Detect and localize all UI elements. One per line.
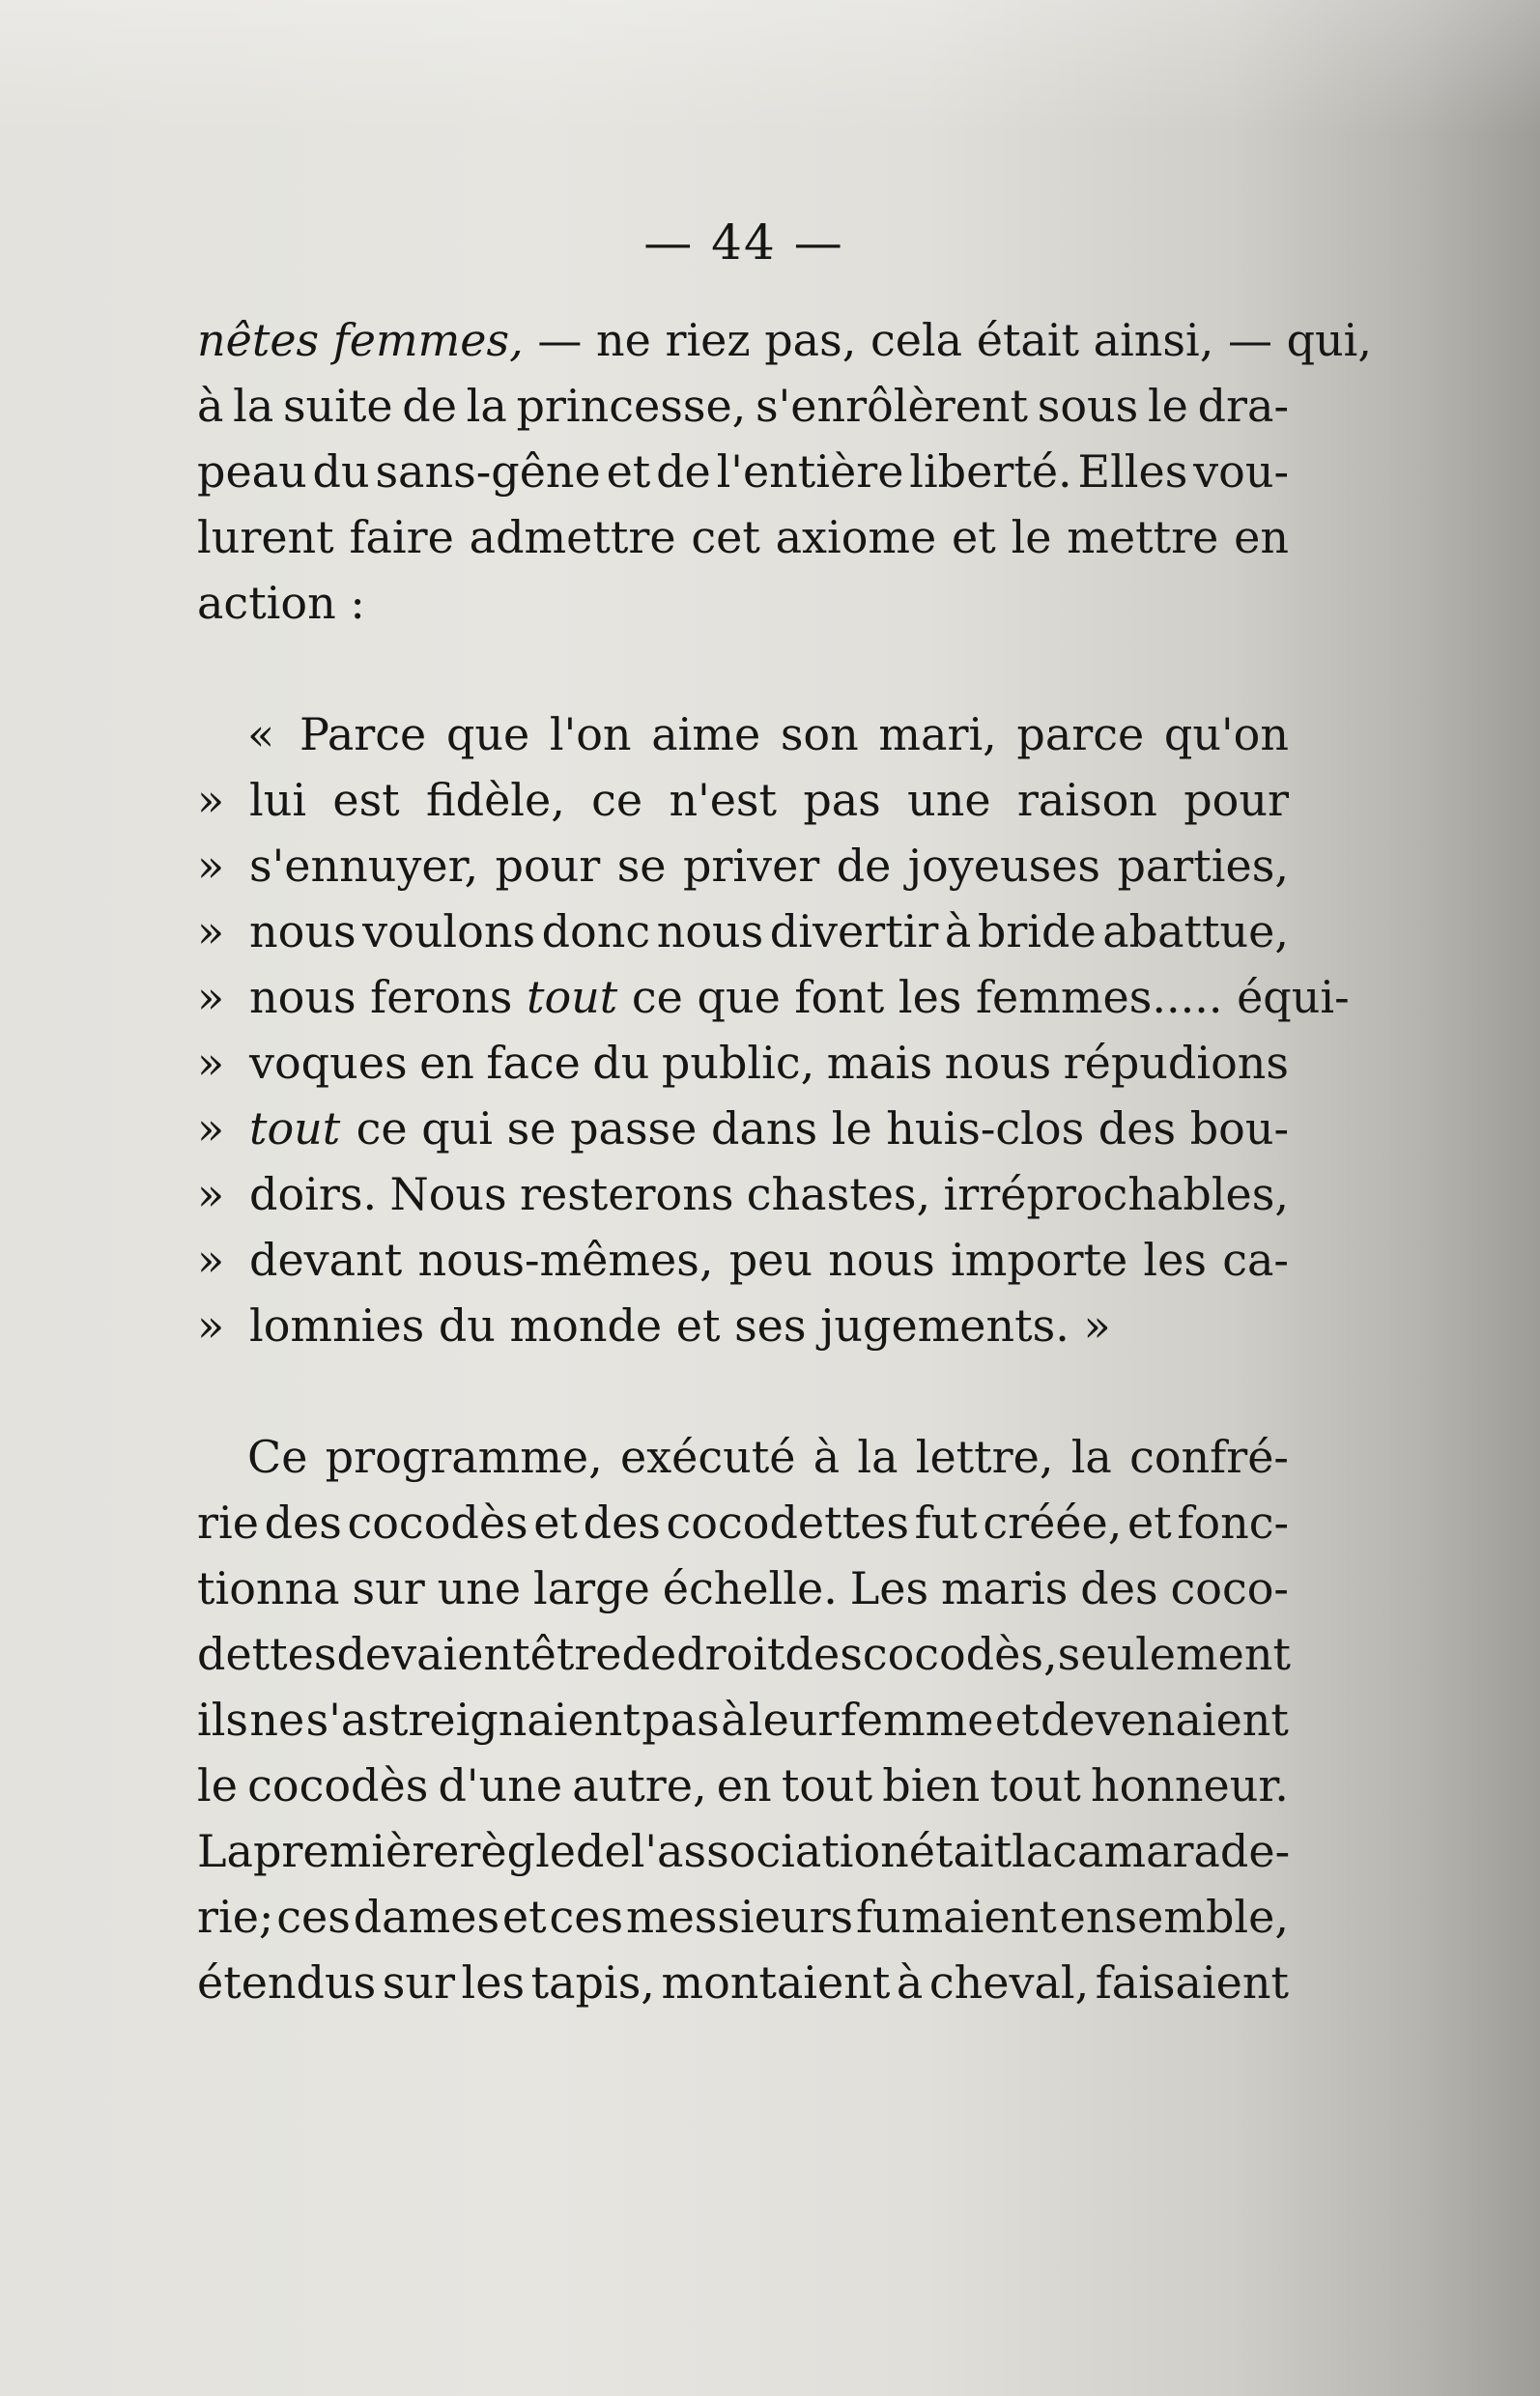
word: du bbox=[592, 1037, 650, 1089]
word: en bbox=[716, 1759, 772, 1811]
word: est bbox=[332, 774, 400, 826]
quote-text bbox=[249, 1161, 1289, 1227]
text-line bbox=[197, 1621, 1289, 1687]
quote-text bbox=[249, 1227, 1289, 1293]
quote-text bbox=[249, 767, 1289, 833]
word: tout bbox=[781, 1759, 873, 1811]
word: exécuté bbox=[619, 1431, 796, 1483]
word: fidèle, bbox=[425, 774, 565, 826]
word: rie bbox=[197, 1497, 259, 1549]
word: fumaient bbox=[856, 1891, 1057, 1943]
word: chastes, bbox=[746, 1168, 931, 1220]
word: se bbox=[616, 840, 667, 892]
quote-text bbox=[299, 701, 1289, 767]
word: le bbox=[1147, 380, 1188, 432]
word: s'ennuyer, bbox=[249, 840, 479, 892]
word: de bbox=[576, 1825, 631, 1877]
word: ils bbox=[197, 1694, 249, 1746]
word: peu bbox=[728, 1234, 813, 1286]
word: femme bbox=[840, 1694, 994, 1746]
word: dettes bbox=[197, 1628, 337, 1680]
word: pour bbox=[495, 840, 601, 892]
word: Nous bbox=[389, 1168, 507, 1220]
line-text bbox=[197, 1753, 1289, 1818]
word: cet bbox=[691, 511, 760, 563]
text-line bbox=[197, 1818, 1289, 1884]
word: et bbox=[501, 1891, 547, 1943]
word: sous bbox=[1037, 380, 1139, 432]
text-line bbox=[197, 1687, 1289, 1753]
word: face bbox=[486, 1037, 581, 1089]
word: voulons bbox=[362, 905, 536, 957]
word: montaient bbox=[661, 1956, 891, 2009]
word: s'enrôlèrent bbox=[756, 380, 1029, 432]
quote-mark: » bbox=[197, 774, 225, 826]
word: et bbox=[1127, 1497, 1172, 1549]
line-text bbox=[197, 1490, 1289, 1555]
quote-line bbox=[197, 1227, 1289, 1293]
word: divertir bbox=[769, 905, 939, 957]
word: programme, bbox=[325, 1431, 603, 1483]
word: La bbox=[197, 1825, 253, 1877]
quote-line bbox=[197, 767, 1289, 833]
line-text: nêtes femmes, — ne riez pas, cela était ainsi, — qui, bbox=[197, 314, 1373, 366]
word: la bbox=[857, 1431, 898, 1483]
quote-mark: » bbox=[197, 1299, 225, 1352]
word: en bbox=[1234, 511, 1289, 563]
quote-text bbox=[249, 1030, 1289, 1096]
word: à bbox=[813, 1431, 841, 1483]
word: les bbox=[1143, 1234, 1207, 1286]
quote-mark: » bbox=[197, 905, 225, 957]
word: règle bbox=[459, 1825, 577, 1877]
word: nous bbox=[249, 905, 356, 957]
word: une bbox=[907, 774, 991, 826]
word: des bbox=[583, 1497, 661, 1549]
quote-mark: « bbox=[247, 708, 275, 760]
word: la bbox=[1070, 1431, 1112, 1483]
line-text bbox=[197, 439, 1289, 504]
word: nous bbox=[656, 905, 764, 957]
word: aime bbox=[651, 708, 761, 760]
word: voques bbox=[249, 1037, 408, 1089]
line-text bbox=[197, 1818, 1289, 1884]
word: l'association bbox=[630, 1825, 909, 1877]
word: à bbox=[944, 905, 972, 957]
word: tout bbox=[989, 1759, 1081, 1811]
word: échelle. bbox=[662, 1562, 838, 1614]
word: la bbox=[1012, 1825, 1053, 1877]
word: créée, bbox=[983, 1497, 1123, 1549]
word: qu'on bbox=[1163, 708, 1289, 760]
word: large bbox=[533, 1562, 650, 1614]
word: l'on bbox=[549, 708, 632, 760]
word: de bbox=[836, 840, 892, 892]
word: raison bbox=[1016, 774, 1157, 826]
word: première bbox=[252, 1825, 460, 1877]
word: sans-gêne bbox=[375, 445, 601, 498]
quote-line bbox=[197, 1161, 1289, 1227]
word: peau bbox=[197, 445, 307, 498]
line-text bbox=[197, 1687, 1289, 1753]
word: les bbox=[461, 1956, 526, 2009]
word: n'est bbox=[669, 774, 778, 826]
word: étendus bbox=[197, 1956, 377, 2009]
word: à bbox=[896, 1956, 924, 2009]
word: fut bbox=[914, 1497, 978, 1549]
word: admettre bbox=[469, 511, 676, 563]
word: cheval, bbox=[928, 1956, 1090, 2009]
word: parce bbox=[1016, 708, 1145, 760]
quote-text-italic-tout: nous ferons tout ce que font les femmes..... équi- bbox=[249, 971, 1350, 1023]
word: confré- bbox=[1129, 1431, 1289, 1483]
word: ce bbox=[591, 774, 643, 826]
word: autre, bbox=[572, 1759, 707, 1811]
text-line bbox=[197, 373, 1289, 439]
quote-mark: » bbox=[197, 1037, 225, 1089]
word: fonc- bbox=[1177, 1497, 1289, 1549]
word: seulement bbox=[1057, 1628, 1291, 1680]
quote-mark: » bbox=[197, 1234, 225, 1286]
word: mais bbox=[826, 1037, 933, 1089]
word: son bbox=[780, 708, 859, 760]
word: et bbox=[533, 1497, 579, 1549]
word: était bbox=[908, 1825, 1012, 1877]
quote-mark: » bbox=[197, 1102, 225, 1155]
word: resterons bbox=[519, 1168, 734, 1220]
word: cocodès, bbox=[862, 1628, 1058, 1680]
text-line bbox=[197, 439, 1289, 504]
quote-line bbox=[197, 701, 1289, 767]
word: que bbox=[445, 708, 530, 760]
word: à bbox=[721, 1694, 748, 1746]
word: une bbox=[437, 1562, 522, 1614]
word: donc bbox=[541, 905, 651, 957]
word: leur bbox=[748, 1694, 840, 1746]
quote-text bbox=[249, 833, 1289, 898]
word: lui bbox=[249, 774, 307, 826]
quote-text: lomnies du monde et ses jugements. » bbox=[249, 1299, 1111, 1352]
quote-mark: » bbox=[197, 971, 225, 1023]
word: la bbox=[233, 380, 274, 432]
word: devenaient bbox=[1040, 1694, 1289, 1746]
line-text bbox=[197, 1621, 1289, 1687]
word: Elles bbox=[1077, 445, 1188, 498]
word: devaient bbox=[336, 1628, 530, 1680]
line-text: action : bbox=[197, 577, 365, 629]
word: mari, bbox=[878, 708, 997, 760]
word: bride bbox=[977, 905, 1097, 957]
word: de bbox=[656, 445, 711, 498]
word: bien bbox=[882, 1759, 981, 1811]
word: tionna bbox=[197, 1562, 340, 1614]
word: importe bbox=[951, 1234, 1128, 1286]
word: de bbox=[402, 380, 457, 432]
word: irréprochables, bbox=[943, 1168, 1289, 1220]
word: en bbox=[419, 1037, 474, 1089]
word: ces bbox=[276, 1891, 351, 1943]
text-line bbox=[197, 307, 1373, 373]
text-line bbox=[197, 1490, 1289, 1555]
word: la bbox=[466, 380, 507, 432]
word: de bbox=[621, 1628, 677, 1680]
word: le bbox=[197, 1759, 238, 1811]
quote-line bbox=[197, 1293, 1289, 1358]
word: à bbox=[197, 380, 224, 432]
line-text bbox=[197, 1884, 1289, 1950]
word: le bbox=[1011, 511, 1052, 563]
word: Parce bbox=[299, 708, 427, 760]
word: des bbox=[784, 1628, 863, 1680]
line-text bbox=[247, 1424, 1289, 1490]
word: cocodettes bbox=[666, 1497, 909, 1549]
word: tapis, bbox=[530, 1956, 655, 2009]
word: axiome bbox=[775, 511, 937, 563]
word: lettre, bbox=[915, 1431, 1054, 1483]
word: cocodès bbox=[347, 1497, 528, 1549]
word: ensemble, bbox=[1059, 1891, 1289, 1943]
line-text bbox=[197, 504, 1289, 570]
word: Les bbox=[849, 1562, 929, 1614]
word: liberté. bbox=[909, 445, 1072, 498]
text-line bbox=[197, 570, 1289, 636]
word: cocodès bbox=[247, 1759, 429, 1811]
text-block bbox=[197, 307, 1373, 2015]
word: devant bbox=[249, 1234, 403, 1286]
word: princesse, bbox=[516, 380, 747, 432]
word: vou- bbox=[1193, 445, 1289, 498]
paragraph-gap bbox=[197, 636, 1289, 701]
word: être bbox=[529, 1628, 622, 1680]
quote-mark: » bbox=[197, 1168, 225, 1220]
word: messieurs bbox=[625, 1891, 854, 1943]
word: du bbox=[312, 445, 370, 498]
quote-line bbox=[197, 1096, 1289, 1161]
word: ca- bbox=[1222, 1234, 1289, 1286]
word: des bbox=[1080, 1562, 1158, 1614]
word: maris bbox=[941, 1562, 1069, 1614]
line-text bbox=[197, 1555, 1289, 1621]
text-line bbox=[197, 1884, 1289, 1950]
paragraph-gap bbox=[197, 1358, 1289, 1424]
text-line bbox=[197, 1424, 1289, 1490]
word: s'astreignaient bbox=[305, 1694, 641, 1746]
word: parties, bbox=[1117, 840, 1289, 892]
word: camarade- bbox=[1052, 1825, 1291, 1877]
word: dra- bbox=[1197, 380, 1289, 432]
text-line bbox=[197, 1950, 1289, 2015]
quote-text bbox=[249, 898, 1289, 964]
word: Ce bbox=[247, 1431, 308, 1483]
page-number: — 44 — bbox=[643, 214, 844, 271]
word: des bbox=[264, 1497, 342, 1549]
text-line bbox=[197, 1753, 1289, 1818]
word: nous bbox=[944, 1037, 1052, 1089]
page-top-shade bbox=[0, 0, 1540, 135]
word: d'une bbox=[438, 1759, 563, 1811]
word: joyeuses bbox=[907, 840, 1101, 892]
word: et bbox=[952, 511, 996, 563]
word: doirs. bbox=[249, 1168, 378, 1220]
word: coco- bbox=[1170, 1562, 1289, 1614]
word: dames bbox=[353, 1891, 500, 1943]
word: honneur. bbox=[1090, 1759, 1289, 1811]
quote-mark: » bbox=[197, 840, 225, 892]
word: nous-mêmes, bbox=[417, 1234, 714, 1286]
text-line bbox=[197, 504, 1289, 570]
word: faire bbox=[349, 511, 454, 563]
word: pour bbox=[1184, 774, 1289, 826]
word: pas bbox=[642, 1694, 720, 1746]
word: l'entière bbox=[716, 445, 904, 498]
word: sur bbox=[352, 1562, 425, 1614]
quote-line bbox=[197, 898, 1289, 964]
word: nous bbox=[828, 1234, 935, 1286]
line-text bbox=[197, 373, 1289, 439]
word: lurent bbox=[197, 511, 334, 563]
line-text bbox=[197, 1950, 1289, 2015]
quote-text-italic-tout: tout ce qui se passe dans le huis-clos des bou- bbox=[249, 1102, 1289, 1155]
word: rie; bbox=[197, 1891, 274, 1943]
quote-line bbox=[197, 964, 1350, 1030]
word: abattue, bbox=[1102, 905, 1289, 957]
word: répudions bbox=[1063, 1037, 1289, 1089]
word: pas bbox=[803, 774, 881, 826]
word: priver bbox=[682, 840, 820, 892]
word: mettre bbox=[1067, 511, 1219, 563]
word: faisaient bbox=[1095, 1956, 1289, 2009]
word: sur bbox=[382, 1956, 456, 2009]
quote-line bbox=[197, 1030, 1289, 1096]
quote-line bbox=[197, 833, 1289, 898]
word: et bbox=[606, 445, 651, 498]
word: droit bbox=[676, 1628, 785, 1680]
word: public, bbox=[661, 1037, 815, 1089]
word: et bbox=[994, 1694, 1040, 1746]
word: ces bbox=[549, 1891, 624, 1943]
word: suite bbox=[282, 380, 393, 432]
text-line bbox=[197, 1555, 1289, 1621]
word: ne bbox=[249, 1694, 305, 1746]
